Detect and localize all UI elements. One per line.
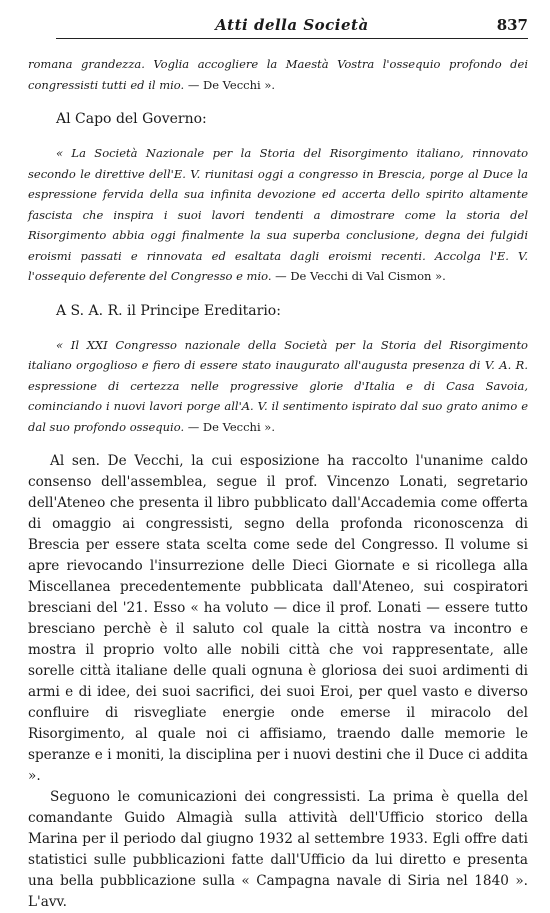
telegram-duce-signature: De Vecchi di Val Cismon ». (290, 269, 446, 283)
telegram-duce (28, 143, 528, 287)
running-header (56, 16, 528, 39)
telegram-king-signature: De Vecchi ». (202, 77, 276, 92)
heading-principe: A S. A. R. il Principe Ereditario: (56, 302, 281, 319)
telegram-principe-text: « Il XXI Congresso nazionale della Società per la Storia del Risorgimento italiano orgoglioso e fiero di essere stato inaugurato all'augusta presenza di V. A. R. espressione di certezza nelle progressive glorie d'Italia e di Casa Savoia, cominciando i nuovi lavori porge all'A. V. il sentimento ispirato dal suo grato animo e dal suo profondo ossequio. — (28, 337, 528, 434)
paragraph-lonati: Al sen. De Vecchi, la cui esposizione ha raccolto l'unanime caldo consenso dell'assemblea, segue il prof. Vincenzo Lonati, segretario dell'Ateneo che presenta il libro pubblicato dall'Accademia come offerta di omaggio ai congressisti, segno della profonda riconoscenza di Brescia per essere stata scelta come sede del Congresso. Il volume si apre rievocando l'insurrezione delle Dieci Giornate e si ricollega alla Miscellanea precedentemente pubblicata dall'Ateneo, sui cospiratori bresciani del '21. Esso « ha voluto — dice il prof. Lonati — essere tutto bresciano perchè è il saluto col quale la città nostra va incontro e mostra il proprio volto alle nobili città che voi rappresentate, alle sorelle città italiane delle quali ognuna è gloriosa dei suoi ardimenti di armi e di idee, dei suoi sacrifici, dei suoi Eroi, per quel vasto e diverso confluire di risvegliate energie onde emerse il miracolo del Risorgimento, al quale noi ci affisiamo, traendo dalle memorie le speranze e i moniti, la disciplina per i nuovi destini che il Duce ci addita ». (28, 453, 528, 784)
telegram-principe-signature: De Vecchi ». (202, 419, 275, 434)
telegram-king-ending (28, 54, 528, 95)
page-number: 837 (496, 16, 528, 34)
heading-capo-governo: Al Capo del Governo: (56, 111, 207, 127)
telegram-king-text: romana grandezza. Voglia accogliere la Maestà Vostra l'ossequio profondo dei congressisti tutti ed il mio. — (28, 57, 528, 92)
paragraph-almagia: Seguono le comunicazioni dei congressisti. La prima è quella del comandante Guido Almagià sulla attività dell'Ufficio storico della Marina per il periodo dal giugno 1932 al settembre 1933. Egli offre dati statistici sulle pubblicazioni fatte dall'Ufficio da lui diretto e presenta una bella pubblicazione sulla « Campagna navale di Siria nel 1840 ». L'avv. (28, 789, 528, 910)
header-title: Atti della Società (215, 16, 369, 34)
telegram-principe (28, 335, 528, 438)
page-body (28, 54, 528, 913)
telegram-duce-text: « La Società Nazionale per la Storia del Risorgimento italiano, rinnovato secondo le direttive dell'E. V. riunitasi oggi a congresso in Brescia, porge al Duce la espressione fervida della sua infinita devozione ed accerta dello spirito altamente fascista che inspira i suoi lavori tendenti a dimostrare come la storia del Risorgimento abbia oggi finalmente la sua superba conclusione, degna dei fulgidi eroismi passati e rinnovata ed esaltata dagli eroismi recenti. Accolga l'E. V. l'ossequio deferente del Congresso e mio. — (28, 146, 528, 283)
